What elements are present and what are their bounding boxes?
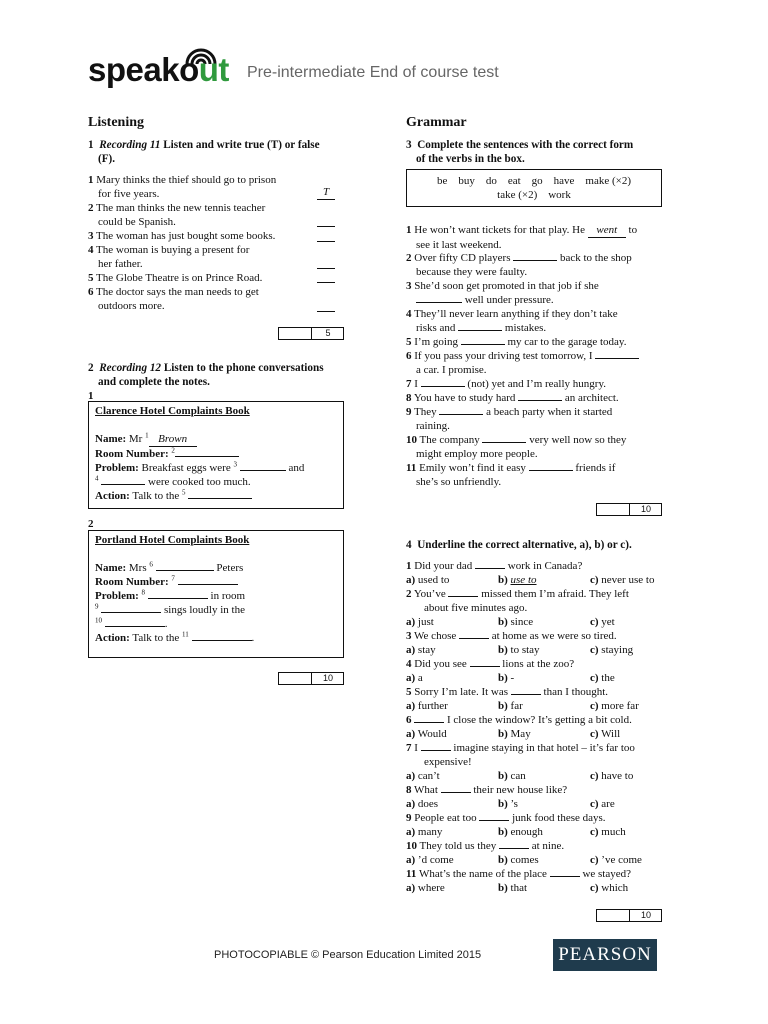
list-item: 1 He won’t want tickets for that play. He went to see it last weekend.	[406, 224, 638, 251]
option-a[interactable]: a) does	[406, 798, 439, 810]
list-item: 2 Over fifty CD players back to the shop because they were faulty.	[406, 252, 632, 278]
answer-blank[interactable]	[511, 694, 541, 695]
option-b[interactable]: b) May	[498, 728, 531, 740]
option-b[interactable]: b) to stay	[498, 644, 540, 656]
answer-blank[interactable]	[317, 229, 335, 242]
problem-row-2: $^4$ were cooked too much.	[95, 474, 251, 488]
list-item: 2 The man thinks the new tennis teacher could be Spanish.	[88, 202, 266, 228]
answer-blank[interactable]	[475, 568, 505, 569]
answer-blank[interactable]	[421, 750, 451, 751]
option-a[interactable]: a) many	[406, 826, 443, 838]
answer-blank[interactable]	[317, 214, 335, 227]
list-item: 5 The Globe Theatre is on Prince Road.	[88, 272, 263, 284]
room-row: Room Number: $^2$	[95, 447, 304, 461]
option-b[interactable]: b) -	[498, 672, 515, 684]
problem-row-2: $^9$ sings loudly in the	[95, 602, 245, 616]
option-a[interactable]: a) just	[406, 616, 434, 628]
problem-row: Problem: $^8$ in room	[95, 588, 246, 602]
verb-box-line: take (×2) work	[497, 189, 571, 201]
answer-blank[interactable]	[479, 820, 509, 821]
options-row	[406, 881, 696, 895]
grammar-heading: Grammar	[406, 115, 467, 130]
score-box: 10	[596, 503, 662, 516]
box-title: Portland Hotel Complaints Book	[95, 534, 250, 546]
q4-item: 6 I close the window? It’s getting a bit cold. a) Would b) May c) Will	[406, 713, 696, 741]
option-a[interactable]: a) Would	[406, 728, 447, 740]
box-title: Clarence Hotel Complaints Book	[95, 405, 250, 417]
option-c[interactable]: c) the	[590, 672, 615, 684]
options-row	[406, 727, 696, 741]
options-row	[406, 643, 696, 657]
speakout-logo	[88, 44, 248, 92]
option-c[interactable]: c) never use to	[590, 574, 655, 586]
complaints-box-portland	[88, 530, 344, 658]
option-a[interactable]: a) further	[406, 700, 448, 712]
answer-blank[interactable]	[317, 256, 335, 269]
answer-blank[interactable]	[317, 299, 335, 312]
q1-instruction: 1 Recording 11 Listen and write true (T) or false (F).	[88, 139, 320, 165]
answer-blank[interactable]	[448, 596, 478, 597]
option-b[interactable]: b) far	[498, 700, 523, 712]
q4-item: 1 Did your dad work in Canada? a) used to b) use to c) never use to	[406, 559, 696, 587]
list-item: 1 Mary thinks the thief should go to prison for five years.	[88, 174, 277, 200]
answer-blank[interactable]	[550, 876, 580, 877]
option-c[interactable]: c) yet	[590, 616, 615, 628]
options-row	[406, 853, 696, 867]
q4-item: 4 Did you see lions at the zoo? a) a b) - c) the	[406, 657, 696, 685]
q4-item: 8 What their new house like? a) does b) ’s c) are	[406, 783, 696, 811]
name-row: Name: Mrs $^6$ Peters	[95, 560, 244, 574]
list-item: 9 They a beach party when it started raining.	[406, 406, 613, 432]
options-row	[406, 699, 696, 713]
answer-blank[interactable]	[499, 848, 529, 849]
option-b[interactable]: b) enough	[498, 826, 543, 838]
option-c[interactable]: c) are	[590, 798, 615, 810]
name-row: Name: Mr $^1$ Brown	[95, 432, 304, 447]
option-c[interactable]: c) which	[590, 882, 629, 894]
list-item: 6 The doctor says the man needs to get outdoors more.	[88, 286, 259, 312]
list-item: 5 I’m going my car to the garage today.	[406, 336, 627, 348]
problem-row: Problem: Breakfast eggs were $^3$ and	[95, 460, 305, 474]
score-box: 5	[278, 327, 344, 340]
list-item: 8 You have to study hard an architect.	[406, 392, 619, 404]
options-row	[406, 573, 696, 587]
answer-blank[interactable]	[441, 792, 471, 793]
q3-instruction: 3 Complete the sentences with the correct form of the verbs in the box.	[406, 139, 634, 165]
options-row	[406, 671, 696, 685]
q4-instruction: 4 Underline the correct alternative, a), b) or c).	[406, 539, 632, 551]
list-item: 7 I (not) yet and I’m really hungry.	[406, 378, 606, 390]
option-a[interactable]: a) used to	[406, 574, 450, 586]
action-row: Action: Talk to the $^{11}$ .	[95, 630, 255, 644]
answer-t: T	[317, 186, 335, 200]
option-c[interactable]: c) more far	[590, 700, 639, 712]
q2-instruction: 2 Recording 12 Listen to the phone conversations and complete the notes.	[88, 362, 324, 388]
verb-box-line: be buy do eat go have make (×2)	[436, 175, 632, 187]
option-b[interactable]: b) ’s	[498, 798, 518, 810]
option-b[interactable]: b) can	[498, 770, 526, 782]
option-a[interactable]: a) stay	[406, 644, 436, 656]
action-row: Action: Talk to the $^5$	[95, 489, 304, 503]
list-item: 11 Emily won’t find it easy friends if she’s so unfriendly.	[406, 462, 616, 488]
score-box: 10	[596, 909, 662, 922]
complaints-box-clarence	[88, 401, 344, 509]
score-box: 10	[278, 672, 344, 685]
option-b[interactable]: b) use to	[498, 574, 537, 586]
options-row	[406, 825, 696, 839]
box-number: 1	[88, 390, 94, 402]
answer-blank[interactable]	[470, 666, 500, 667]
list-item: 6 If you pass your driving test tomorrow, I a car. I promise.	[406, 349, 696, 377]
page-subtitle: Pre-intermediate End of course test	[247, 64, 499, 81]
option-b[interactable]: b) since	[498, 616, 534, 628]
q4-item: 7 I imagine staying in that hotel – it’s far too expensive! a) can’t b) can c) have to	[406, 741, 696, 783]
answer-blank[interactable]	[414, 722, 444, 723]
q4-item: 11 What’s the name of the place we stayed? a) where b) that c) which	[406, 867, 696, 895]
option-c[interactable]: c) have to	[590, 770, 634, 782]
q4-item: 5 Sorry I’m late. It was than I thought. a) further b) far c) more far	[406, 685, 696, 713]
problem-row-3: $^{10}$ .	[95, 616, 168, 630]
pearson-logo: PEARSON	[553, 939, 657, 971]
list-item: 3 She’d soon get promoted in that job if she well under pressure.	[406, 280, 599, 306]
option-c[interactable]: c) ’ve come	[590, 854, 642, 866]
option-a[interactable]: a) can’t	[406, 770, 440, 782]
option-c[interactable]: c) much	[590, 826, 626, 838]
q4-item: 9 People eat too junk food these days. a) many b) enough c) much	[406, 811, 696, 839]
options-row	[406, 797, 696, 811]
footer-copyright: PHOTOCOPIABLE © Pearson Education Limited 2015	[214, 949, 482, 961]
option-a[interactable]: a) ’d come	[406, 854, 454, 866]
list-item: 10 The company very well now so they might employ more people.	[406, 434, 627, 460]
option-a[interactable]: a) where	[406, 882, 445, 894]
verb-box	[406, 169, 662, 207]
logo-wordmark: speakout	[88, 51, 229, 88]
option-c[interactable]: c) staying	[590, 644, 634, 656]
q4-item: 2 You’ve missed them I’m afraid. They left about five minutes ago. a) just b) since c) yet	[406, 587, 696, 629]
option-b[interactable]: b) comes	[498, 854, 539, 866]
options-row	[406, 615, 696, 629]
answer-blank[interactable]	[317, 270, 335, 283]
options-row	[406, 769, 696, 783]
room-row: Room Number: $^7$	[95, 575, 254, 589]
listening-heading: Listening	[88, 115, 145, 130]
q4-item: 10 They told us they at nine. a) ’d come b) comes c) ’ve come	[406, 839, 696, 867]
option-b[interactable]: b) that	[498, 882, 528, 894]
list-item: 4 They’ll never learn anything if they don’t take risks and mistakes.	[406, 308, 618, 334]
box-number: 2	[88, 518, 94, 530]
q4-item: 3 We chose at home as we were so tired. a) stay b) to stay c) staying	[406, 629, 696, 657]
option-a[interactable]: a) a	[406, 672, 423, 684]
list-item: 4 The woman is buying a present for her father.	[88, 244, 250, 270]
answer-blank[interactable]	[459, 638, 489, 639]
option-c[interactable]: c) Will	[590, 728, 621, 740]
list-item: 3 The woman has just bought some books.	[88, 230, 276, 242]
